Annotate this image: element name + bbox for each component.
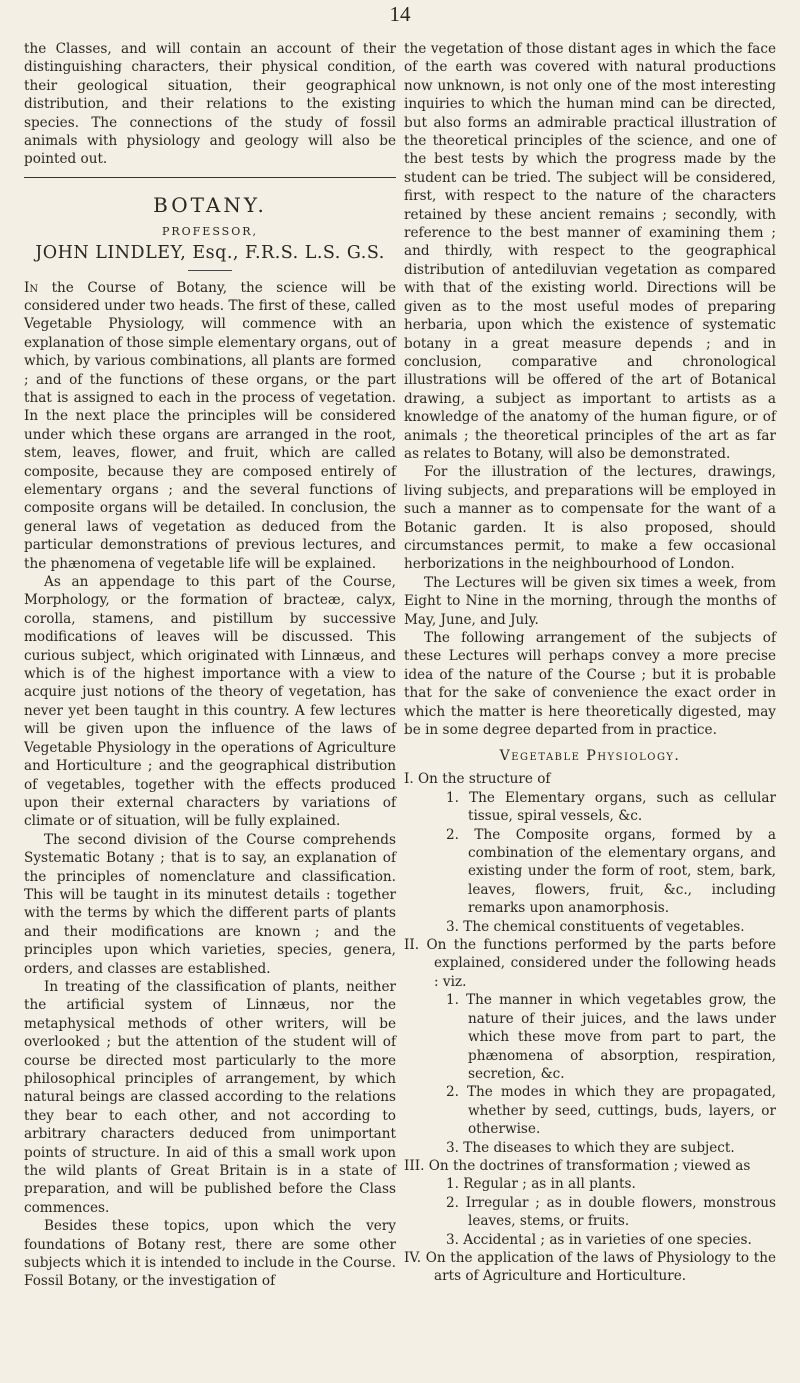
outline-heading: IV. On the application of the laws of Physiology to the arts of Agriculture and Horticulture. <box>404 1249 776 1285</box>
first-word: In <box>24 279 39 296</box>
outline-list <box>404 770 776 1285</box>
outline-item: 1. The Elementary organs, such as cellular tissue, spiral vessels, &c. <box>446 789 776 825</box>
paragraph-2: As an appendage to this part of the Course, Morphology, or the formation of bracteæ, calyx, corolla, stamens, and pistillum by successive modifications of leaves will be discussed. This curious subject, which originated with Linnæus, and which is of the highest importance with a view to acquire just notions of the theory of vegetation, has never yet been taught in this country. A few lectures will be given upon the influence of the laws of Vegetable Physiology in the operations of Agriculture and Horticulture ; and the geographical distribution of vegetables, together with the effects produced upon their external characters by variations of climate or of situation, will be fully explained. <box>24 574 396 830</box>
professor-label: PROFESSOR, <box>161 224 259 238</box>
paragraph-5: Besides these topics, upon which the very foundations of Botany rest, there are some other subjects which it is intended to include in the Course. Fossil Botany, or the investigation of <box>24 1218 396 1290</box>
page-number: 14 <box>389 2 411 26</box>
left-column <box>24 40 396 1291</box>
intro-paragraph: the Classes, and will contain an account of their distinguishing characters, their physical condition, their geological situation, their geographical distribution, and their relations to the existing species. The connections of the study of fossil animals with physiology and geology will also be pointed out. <box>24 41 396 168</box>
outline-heading: I. On the structure of <box>404 771 551 788</box>
professor-name: JOHN LINDLEY, Esq., F.R.S. L.S. G.S. <box>35 242 385 263</box>
outline-item: 2. Irregular ; as in double flowers, monstrous leaves, stems, or fruits. <box>446 1194 776 1230</box>
outline-heading: III. On the doctrines of transformation ; viewed as <box>404 1157 751 1174</box>
outline-item: 3. The chemical constituents of vegetables. <box>446 918 745 935</box>
paragraph-4: In treating of the classification of plants, neither the artificial system of Linnæus, nor the metaphysical methods of other writers, will be overlooked ; but the attention of the student will of course be directed most particularly to the more philosophical principles of arrangement, by which natural beings are classed according to the relations they bear to each other, and not according to arbitrary characters deduced from unimportant points of structure. In aid of this a small work upon the wild plants of Great Britain is in a state of preparation, and will be published before the Class commences. <box>24 978 396 1216</box>
outline-heading: II. On the functions performed by the parts before explained, considered under the following heads : viz. <box>404 937 776 990</box>
outline-item: 2. The modes in which they are propagated, whether by seed, cuttings, buds, layers, or otherwise. <box>446 1084 776 1138</box>
right-column <box>404 40 776 1286</box>
right-paragraph-3: The Lectures will be given six times a week, from Eight to Nine in the morning, through the months of May, June, and July. <box>404 574 776 628</box>
section-title: BOTANY. <box>153 192 267 217</box>
section-divider <box>24 177 396 178</box>
paragraph-1-text: the Course of Botany, the science will be considered under two heads. The first of these, called Vegetable Physiology, will commence with an explanation of those simple elementary organs, out of which, by various combinations, all plants are formed ; and of the functions of these organs, or the part that is assigned to each in the process of vegetation. In the next place the principles will be considered under which these organs are arranged in the root, stem, leaves, flower, and fruit, which are called composite, because they are composed entirely of elementary organs ; and the several functions of composite organs will be detailed. In conclusion, the general laws of vegetation as deduced from the particular demonstrations of previous lectures, and the phænomena of vegetable life will be explained. <box>24 279 396 572</box>
short-divider <box>188 270 232 271</box>
paragraph-3: The second division of the Course comprehends Systematic Botany ; that is to say, an explanation of the principles of nomenclature and classification. This will be taught in its minutest details : together with the terms by which the different parts of plants and their modifications are known ; and the principles upon which varieties, species, genera, orders, and classes are established. <box>24 831 396 977</box>
outline-item: 2. The Composite organs, formed by a combination of the elementary organs, and existing under the form of root, stem, bark, leaves, flowers, fruit, &c., including remarks upon anamorphosis. <box>446 826 776 917</box>
outline-item: 3. Accidental ; as in varieties of one species. <box>446 1231 752 1248</box>
outline-item: 3. The diseases to which they are subject. <box>446 1139 735 1156</box>
right-paragraph-1: the vegetation of those distant ages in which the face of the earth was covered with natural productions now unknown, is not only one of the most interesting inquiries to which the human mind can be directed, but also forms an admirable practical illustration of the theoretical principles of the science, and one of the best tests by which the progress made by the student can be tried. The subject will be considered, first, with respect to the nature of the characters retained by these ancient remains ; secondly, with reference to the best manner of examining them ; and thirdly, with respect to the geographical distribution of antediluvian vegetation as compared with that of the existing world. Directions will be given as to the most useful modes of preparing herbaria, upon which the existence of systematic botany in a great measure depends ; and in conclusion, comparative and chronological illustrations will be offered of the art of Botanical drawing, a subject as important to artists as a knowledge of the anatomy of the human figure, or of animals ; the theoretical principles of the art as far as relates to Botany, will also be demonstrated. <box>404 41 776 462</box>
right-paragraph-4: The following arrangement of the subjects of these Lectures will perhaps convey a more precise idea of the nature of the Course ; but it is probable that for the sake of convenience the exact order in which the matter is here theoretically digested, may be in some degree departed from in practice. <box>404 630 776 739</box>
right-paragraph-2: For the illustration of the lectures, drawings, living subjects, and preparations will be employed in such a manner as to compensate for the want of a Botanic garden. It is also proposed, should circumstances permit, to make a few occasional herborizations in the neighbourhood of London. <box>404 464 776 573</box>
subheading: Vegetable Physiology. <box>499 748 681 765</box>
paragraph-1 <box>24 279 396 574</box>
outline-item: 1. Regular ; as in all plants. <box>446 1176 636 1193</box>
outline-item: 1. The manner in which vegetables grow, the nature of their juices, and the laws under which these move from part to part, the phænomena of absorption, respiration, secretion, &c. <box>446 992 776 1082</box>
